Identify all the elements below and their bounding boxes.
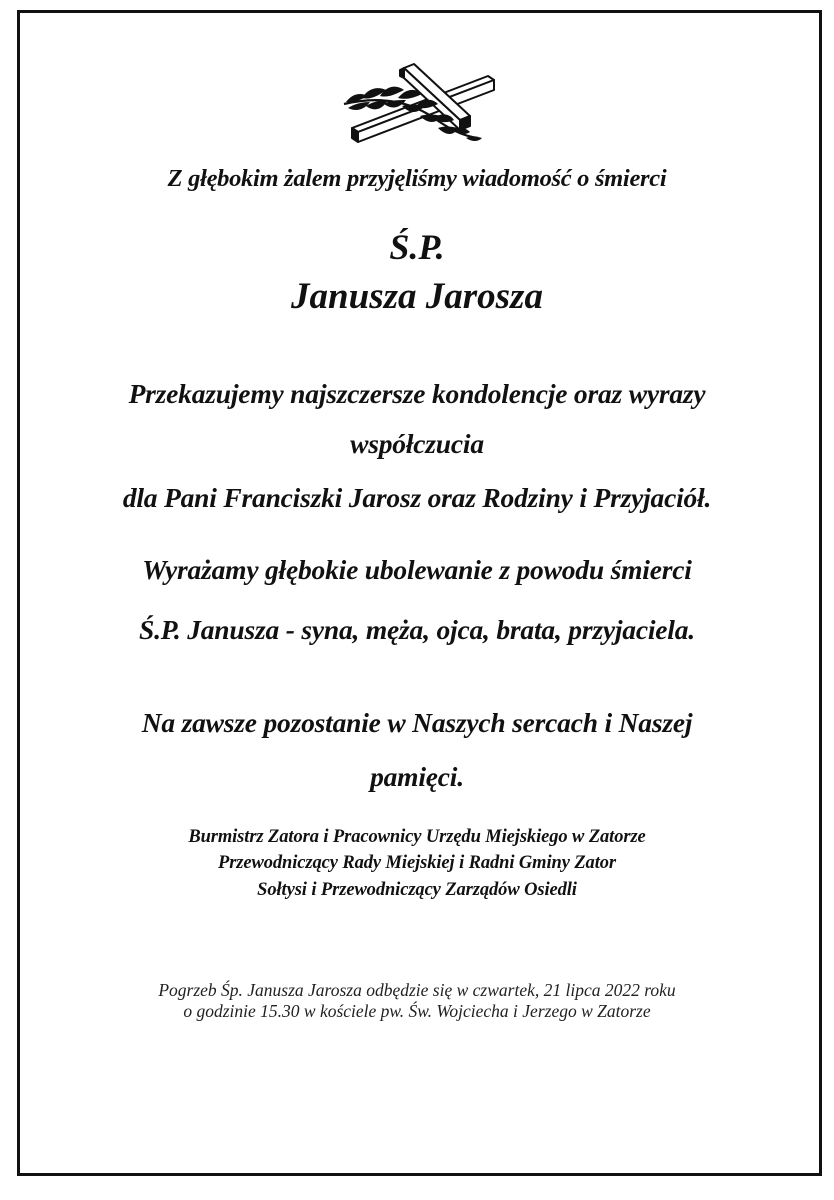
funeral-info-line: Pogrzeb Śp. Janusza Jarosza odbędzie się w czwartek, 21 lipca 2022 roku bbox=[158, 980, 676, 1000]
funeral-info-line: o godzinie 15.30 w kościele pw. Św. Wojciecha i Jerzego w Zatorze bbox=[183, 1001, 651, 1021]
condolence-line: Przekazujemy najszczersze kondolencje oraz wyrazy bbox=[128, 378, 706, 409]
signatory-line: Sołtysi i Przewodniczący Zarządów Osiedli bbox=[257, 880, 577, 900]
condolence-line: dla Pani Franciszki Jarosz oraz Rodziny i Przyjaciół. bbox=[122, 482, 712, 513]
signatory-line: Przewodniczący Rady Miejskiej i Radni Gminy Zator bbox=[218, 853, 616, 873]
condolence-line: Wyrażamy głębokie ubolewanie z powodu śmierci bbox=[142, 554, 692, 585]
condolence-line: Ś.P. Janusza - syna, męża, ojca, brata, przyjaciela. bbox=[139, 614, 695, 645]
title-prefix: Ś.P. bbox=[389, 227, 445, 267]
signatory-line: Burmistrz Zatora i Pracownicy Urzędu Miejskiego w Zatorze bbox=[188, 827, 646, 847]
cross-with-palm-branch-icon bbox=[338, 58, 498, 150]
memory-line: Na zawsze pozostanie w Naszych sercach i Naszej bbox=[141, 707, 693, 738]
deceased-name: Janusza Jarosza bbox=[291, 276, 543, 317]
intro-text: Z głębokim żalem przyjęliśmy wiadomość o śmierci bbox=[167, 165, 667, 192]
memory-line: pamięci. bbox=[370, 761, 464, 792]
condolence-line: współczucia bbox=[350, 428, 484, 459]
